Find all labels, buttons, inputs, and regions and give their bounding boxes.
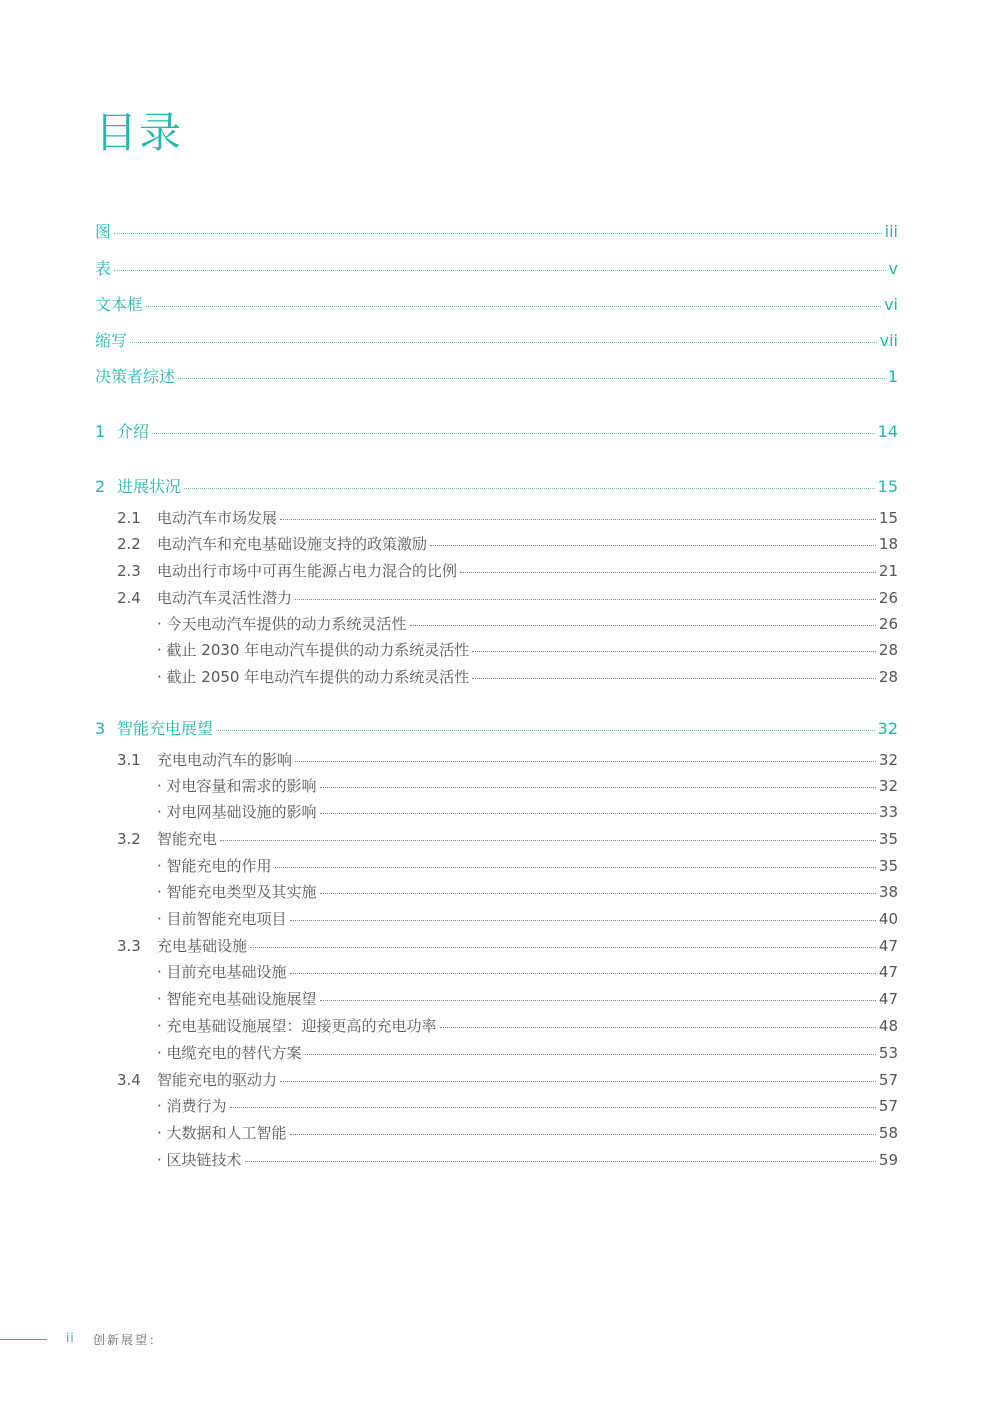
page-title: 目录 bbox=[95, 108, 184, 157]
toc-entry-label: 决策者综述 bbox=[95, 367, 176, 386]
footer-rule bbox=[0, 1339, 47, 1340]
toc-subsection[interactable] bbox=[157, 961, 898, 982]
toc-entry-label: · 截止 2050 年电动汽车提供的动力系统灵活性 bbox=[157, 668, 470, 686]
toc-entry-page: 14 bbox=[877, 422, 898, 441]
toc-chapter[interactable] bbox=[95, 716, 898, 739]
toc-entry-page: 38 bbox=[878, 883, 898, 901]
toc-leader-dots bbox=[280, 519, 876, 520]
toc-entry-label: 电动汽车灵活性潜力 bbox=[157, 589, 293, 607]
toc-subsection[interactable] bbox=[157, 1015, 898, 1036]
toc-entry-page: vii bbox=[879, 331, 898, 350]
footer-page-number: ii bbox=[66, 1331, 75, 1345]
toc-leader-dots bbox=[295, 761, 876, 762]
toc-entry-label: · 智能充电类型及其实施 bbox=[157, 883, 317, 901]
toc-entry-page: 48 bbox=[878, 1017, 898, 1035]
toc-entry-page: 35 bbox=[878, 857, 898, 875]
toc-leader-dots bbox=[430, 545, 876, 546]
toc-leader-dots bbox=[178, 378, 885, 379]
toc-subsection[interactable] bbox=[157, 1095, 898, 1116]
toc-entry-page: 28 bbox=[878, 641, 898, 659]
toc-leader-dots bbox=[184, 488, 875, 489]
toc-leader-dots bbox=[440, 1027, 876, 1028]
toc-section-number: 3.1 bbox=[117, 751, 141, 769]
toc-entry-page: 15 bbox=[878, 509, 898, 527]
toc-entry-page: 47 bbox=[878, 963, 898, 981]
toc-leader-dots bbox=[460, 572, 876, 573]
toc-leader-dots bbox=[114, 270, 886, 271]
toc-section[interactable] bbox=[117, 1069, 898, 1090]
toc-entry-page: 35 bbox=[878, 830, 898, 848]
toc-entry-label: · 大数据和人工智能 bbox=[157, 1124, 287, 1142]
toc-entry-label: 文本框 bbox=[95, 295, 144, 314]
toc-leader-dots bbox=[320, 787, 876, 788]
toc-subsection[interactable] bbox=[157, 666, 898, 687]
toc-subsection[interactable] bbox=[157, 1149, 898, 1170]
toc-entry[interactable] bbox=[95, 292, 898, 315]
toc-section[interactable] bbox=[117, 749, 898, 770]
toc-entry-label: 电动出行市场中可再生能源占电力混合的比例 bbox=[157, 562, 458, 580]
toc-leader-dots bbox=[320, 813, 876, 814]
toc-section-number: 3.4 bbox=[117, 1071, 141, 1089]
toc-section[interactable] bbox=[117, 935, 898, 956]
toc-entry-page: 1 bbox=[887, 367, 898, 386]
toc-entry-label: 充电基础设施 bbox=[157, 937, 248, 955]
toc-leader-dots bbox=[290, 1134, 876, 1135]
footer-running-title: 创新展望： bbox=[93, 1333, 164, 1347]
toc-entry-label: 充电电动汽车的影响 bbox=[157, 751, 293, 769]
toc-entry-label: · 截止 2030 年电动汽车提供的动力系统灵活性 bbox=[157, 641, 470, 659]
toc-leader-dots bbox=[216, 730, 875, 731]
toc-leader-dots bbox=[305, 1054, 876, 1055]
toc-subsection[interactable] bbox=[157, 881, 898, 902]
toc-entry-page: 32 bbox=[878, 777, 898, 795]
toc-entry-label: · 区块链技术 bbox=[157, 1151, 242, 1169]
toc-leader-dots bbox=[290, 973, 876, 974]
toc-subsection[interactable] bbox=[157, 801, 898, 822]
toc-entry-label: 进展状况 bbox=[117, 477, 182, 496]
toc-section-number: 2.4 bbox=[117, 589, 141, 607]
toc-leader-dots bbox=[410, 625, 876, 626]
toc-subsection[interactable] bbox=[157, 639, 898, 660]
toc-entry-page: 33 bbox=[878, 803, 898, 821]
toc-entry-page: 47 bbox=[878, 937, 898, 955]
toc-section-number: 2.3 bbox=[117, 562, 141, 580]
toc-entry-page: 32 bbox=[877, 719, 898, 738]
toc-leader-dots bbox=[472, 678, 876, 679]
toc-entry-label: 智能充电展望 bbox=[117, 719, 214, 738]
toc-section-number: 2.2 bbox=[117, 535, 141, 553]
toc-leader-dots bbox=[280, 1081, 876, 1082]
toc-entry-label: 介绍 bbox=[117, 422, 150, 441]
toc-entry-page: 57 bbox=[878, 1071, 898, 1089]
toc-entry-label: · 对电容量和需求的影响 bbox=[157, 777, 317, 795]
toc-entry-label: 电动汽车和充电基础设施支持的政策激励 bbox=[157, 535, 428, 553]
toc-entry-label: 电动汽车市场发展 bbox=[157, 509, 278, 527]
toc-entry-label: · 智能充电的作用 bbox=[157, 857, 272, 875]
toc-entry-page: 32 bbox=[878, 751, 898, 769]
toc-chapter[interactable] bbox=[95, 419, 898, 442]
toc-entry-label: · 电缆充电的替代方案 bbox=[157, 1044, 302, 1062]
toc-leader-dots bbox=[146, 306, 881, 307]
toc-chapter-number: 1 bbox=[95, 422, 106, 441]
toc-entry-label: · 目前充电基础设施 bbox=[157, 963, 287, 981]
toc-chapter-number: 2 bbox=[95, 477, 106, 496]
toc-section[interactable] bbox=[117, 828, 898, 849]
toc-chapter-number: 3 bbox=[95, 719, 106, 738]
toc-leader-dots bbox=[230, 1107, 876, 1108]
toc-entry-page: 18 bbox=[878, 535, 898, 553]
toc-leader-dots bbox=[295, 599, 876, 600]
toc-section[interactable] bbox=[117, 507, 898, 528]
toc-subsection[interactable] bbox=[157, 988, 898, 1009]
toc-entry-label: · 目前智能充电项目 bbox=[157, 910, 287, 928]
toc-entry-label: 图 bbox=[95, 222, 112, 241]
toc-leader-dots bbox=[320, 1000, 876, 1001]
toc-section-number: 2.1 bbox=[117, 509, 141, 527]
toc-leader-dots bbox=[320, 893, 876, 894]
toc-entry[interactable] bbox=[95, 219, 898, 242]
toc-entry-label: · 今天电动汽车提供的动力系统灵活性 bbox=[157, 615, 407, 633]
toc-entry-label: 智能充电 bbox=[157, 830, 218, 848]
toc-section[interactable] bbox=[117, 587, 898, 608]
toc-subsection[interactable] bbox=[157, 908, 898, 929]
toc-subsection[interactable] bbox=[157, 855, 898, 876]
toc-entry-page: 47 bbox=[878, 990, 898, 1008]
toc-entry-label: 缩写 bbox=[95, 331, 128, 350]
toc-entry-label: · 充电基础设施展望：迎接更高的充电功率 bbox=[157, 1017, 437, 1035]
toc-entry[interactable] bbox=[95, 364, 898, 387]
toc-entry-page: 40 bbox=[878, 910, 898, 928]
toc-entry-page: 59 bbox=[878, 1151, 898, 1169]
toc-chapter[interactable] bbox=[95, 474, 898, 497]
toc-subsection[interactable] bbox=[157, 1122, 898, 1143]
toc-leader-dots bbox=[220, 840, 876, 841]
toc-section[interactable] bbox=[117, 533, 898, 554]
toc-section-number: 3.3 bbox=[117, 937, 141, 955]
toc-entry-label: · 对电网基础设施的影响 bbox=[157, 803, 317, 821]
toc-leader-dots bbox=[152, 433, 875, 434]
toc-entry-page: 53 bbox=[878, 1044, 898, 1062]
toc-leader-dots bbox=[245, 1161, 876, 1162]
toc-entry-label: 表 bbox=[95, 259, 112, 278]
toc-entry-label: · 智能充电基础设施展望 bbox=[157, 990, 317, 1008]
toc-subsection[interactable] bbox=[157, 1042, 898, 1063]
toc-entry-page: 58 bbox=[878, 1124, 898, 1142]
toc-subsection[interactable] bbox=[157, 775, 898, 796]
toc-leader-dots bbox=[290, 920, 876, 921]
toc-entry[interactable] bbox=[95, 328, 898, 351]
toc-leader-dots bbox=[275, 867, 876, 868]
toc-section[interactable] bbox=[117, 560, 898, 581]
toc-leader-dots bbox=[472, 651, 876, 652]
toc-leader-dots bbox=[114, 233, 882, 234]
toc-entry-page: 57 bbox=[878, 1097, 898, 1115]
toc-leader-dots bbox=[250, 947, 876, 948]
toc-entry-page: 15 bbox=[877, 477, 898, 496]
toc-subsection[interactable] bbox=[157, 613, 898, 634]
toc-entry-page: vi bbox=[884, 295, 898, 314]
toc-entry-label: · 消费行为 bbox=[157, 1097, 227, 1115]
toc-entry-page: 26 bbox=[878, 615, 898, 633]
toc-leader-dots bbox=[130, 342, 877, 343]
toc-entry-page: v bbox=[888, 259, 898, 278]
toc-entry-label: 智能充电的驱动力 bbox=[157, 1071, 278, 1089]
toc-section-number: 3.2 bbox=[117, 830, 141, 848]
toc-entry-page: 26 bbox=[878, 589, 898, 607]
toc-entry[interactable] bbox=[95, 256, 898, 279]
toc-entry-page: 21 bbox=[878, 562, 898, 580]
toc-entry-page: 28 bbox=[878, 668, 898, 686]
toc-entry-page: iii bbox=[884, 222, 898, 241]
